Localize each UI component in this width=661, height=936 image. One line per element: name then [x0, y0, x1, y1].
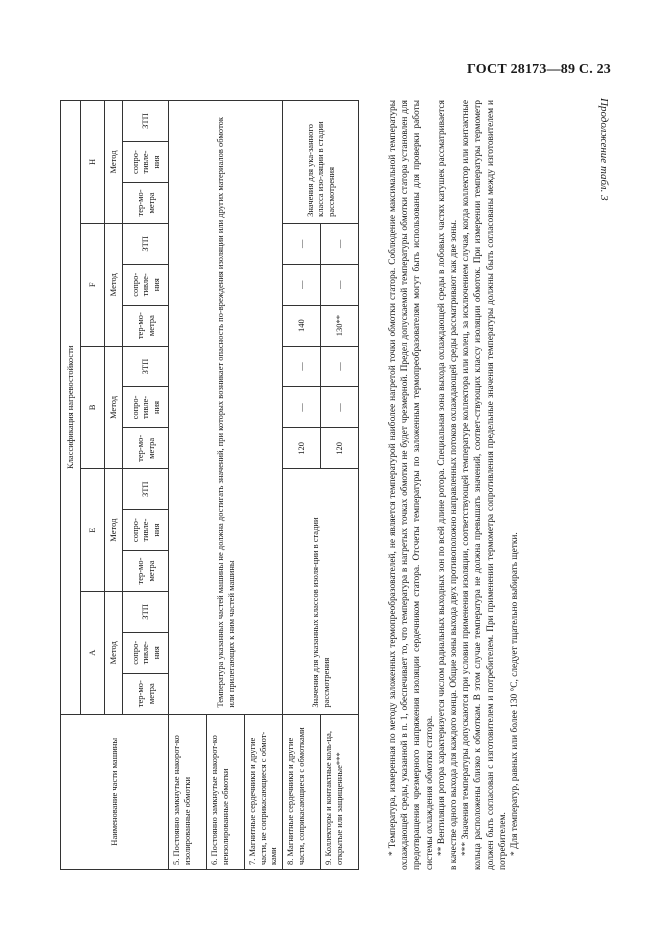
cell-value: —: [321, 387, 359, 428]
method-resistance: сопро-тивле-ния: [123, 387, 169, 428]
classification-header: Классификация нагревостойкости: [61, 101, 81, 715]
cell-value: 120: [321, 428, 359, 469]
footnote: *** Значения температуры допускаются при условии применения изоляции, соответствующей температуре коллектора или колец, за исключением случая, когда коллектор или контактные кольца расположены близко к обмоткам. В этом случае температура не должна превышать значений, соответ-ствующих классу изоляции обмоток. При измерении температуры термометр должен быть согласован с изготовителем и потребителем. При применении термометра сопротивления предельные значения температуры должны быть согласованы между изготовителем и потребителем.: [461, 100, 508, 870]
page-header: ГОСТ 28173—89 С. 23: [467, 62, 611, 77]
method-ztp: ЗТП: [123, 591, 169, 632]
footnotes: [387, 100, 521, 870]
footnote: * Температура, измеренная по методу заложенных термопреобразователей, не является температурой наиболее нагретой точки обмотки статора. Соблюдение максимальной температуры охлаждающей среды, указанной в п. 1, обеспечивает то, что температура в нагретых точках обмотки не будет чрезмерной. Предел допускаемой температуры обмотки статора установлен для предотвращения чрезмерного напряжения изоляции сердечником статора. Отсчеты температуры по заложенным термопреобразователям могут быть использованы для проверки работы системы охлаждения обмотки статора.: [388, 100, 435, 870]
method-resistance: сопро-тивле-ния: [123, 632, 169, 673]
method-thermometer: тер-мо-метра: [123, 551, 169, 592]
cell-value: —: [283, 387, 321, 428]
cell-value: 120: [283, 428, 321, 469]
cell-value: —: [283, 346, 321, 387]
class-b: В: [81, 346, 105, 469]
table-continuation-label: Продолжение табл. 3: [598, 98, 610, 201]
row-name: 5. Постоянно замкнутые накорот-ко изолированные обмотки: [169, 714, 207, 869]
heat-resistance-table: [60, 100, 359, 870]
method-ztp: ЗТП: [123, 469, 169, 510]
method-header-f: Метод: [105, 223, 123, 346]
cell-value: —: [283, 223, 321, 264]
class-a: А: [81, 591, 105, 714]
footnote: ** Вентиляция ротора характеризуется числом радиальных выходных зон по всей длине ротора. Специальная зона выхода охлаждающей среды в лобовых частях катушек рассматривается в качестве одного выхода для каждого конца. Общие зоны выхода двух противоположно направленных потоков охлаждающей среды рассматривают как две зоны.: [436, 100, 460, 870]
merged-note-cell: Температура указанных частей машины не должна достигать значений, при которых возникает опасность по-вреждения изоляции или других материалов обмоток или прилегающих к ним частей машины: [169, 101, 283, 715]
class-f: F: [81, 223, 105, 346]
method-thermometer: тер-мо-метра: [123, 305, 169, 346]
cell-value: 140: [283, 305, 321, 346]
cell-value: —: [321, 223, 359, 264]
method-thermometer: тер-мо-метра: [123, 428, 169, 469]
cell-value: —: [321, 264, 359, 305]
method-header-b: Метод: [105, 346, 123, 469]
method-thermometer: тер-мо-метра: [123, 673, 169, 714]
class-e: Е: [81, 469, 105, 592]
method-header-a: Метод: [105, 591, 123, 714]
cell-value: —: [283, 264, 321, 305]
method-ztp: ЗТП: [123, 101, 169, 142]
row-name: 6. Постоянно замкнутые накорот-ко неизолированные обмотки: [207, 714, 245, 869]
cell-value: —: [321, 346, 359, 387]
method-header-h: Метод: [105, 101, 123, 224]
h-pending-cell: Значения для ука-занного класса изо-ляции в стадии рассмотрения: [283, 101, 359, 224]
method-resistance: сопро-тивле-ния: [123, 142, 169, 183]
method-thermometer: тер-мо-метра: [123, 183, 169, 224]
row-name: 8. Магнитные сердечники и другие части, соприкасающиеся с обмотками: [283, 714, 321, 869]
class-h: Н: [81, 101, 105, 224]
footnote: * Для температур, равных или более 130 °С, следует тщательно выбирать щетки.: [510, 532, 521, 856]
row-name: 7. Магнитные сердечники и другие части, не соприкасающиеся с обмот-ками: [245, 714, 283, 869]
method-ztp: ЗТП: [123, 223, 169, 264]
method-header-e: Метод: [105, 469, 123, 592]
method-ztp: ЗТП: [123, 346, 169, 387]
row-name: 9. Коллекторы и контактные коль-ца, открытые или защищенные***: [321, 714, 359, 869]
ae-pending-cell: Значения для указанных классов изоля-ции в стадии рассмотрения: [283, 469, 359, 714]
method-resistance: сопро-тивле-ния: [123, 510, 169, 551]
name-header: Наименование части машины: [61, 714, 169, 869]
method-resistance: сопро-тивле-ния: [123, 264, 169, 305]
cell-value: 130**: [321, 305, 359, 346]
rotated-content: [60, 100, 560, 870]
